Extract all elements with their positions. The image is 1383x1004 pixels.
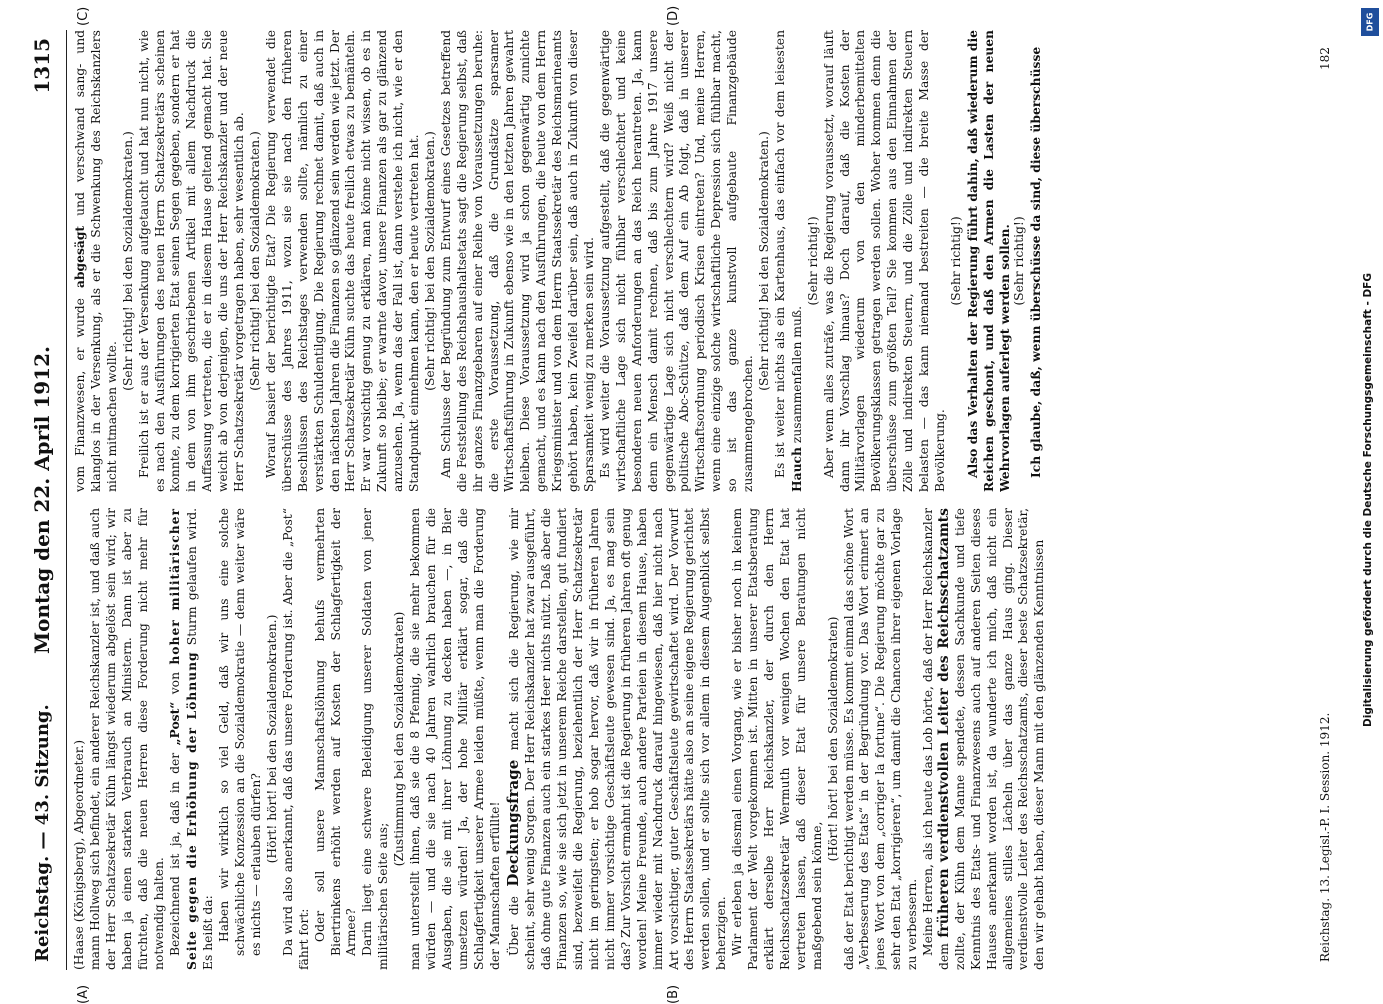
left-column <box>72 508 1312 970</box>
interjection: (Sehr richtig! bei den Sozialdemokraten.) <box>247 131 262 391</box>
interjection: (Sehr richtig!) <box>805 216 820 306</box>
interjection: (Sehr richtig!) <box>1012 216 1027 306</box>
paragraph: Darin liegt eine schwere Beleidigung unserer Soldaten von jener militärischen Seite aus; <box>360 508 391 970</box>
margin-mark-a: (A) <box>76 984 91 1004</box>
quote: Haben wir wirklich so viel Geld, daß wir uns eine solche schwächliche Konzession an die Sozialdemokratie — denn weiter wäre es nichts — erlauben dürfen? <box>217 508 263 956</box>
speaker-line: (Haase (Königsberg), Abgeordneter.) <box>72 739 86 970</box>
paragraph: Wir erleben ja diesmal einen Vorgang, wie er bisher noch in keinem Parlament der Welt vorgekommen ist. Mitten in unserer Etatsberatung erklärt derselbe Herr Reichskanzler, der durch den Herrn Reichsschatzsekretär Wermuth vor wenigen Wochen den Etat hat vertreten lassen, daß dieser Etat für unsere Beratungen nicht maßgebend sein könne, <box>730 508 824 970</box>
interjection: (Sehr richtig! bei den Sozialdemokraten.) <box>756 131 771 391</box>
speaker-name: Haase (Königsberg), Abgeordneter. <box>72 744 86 966</box>
margin-mark-b: (B) <box>666 984 681 1004</box>
paragraph: Es ist weiter nichts als ein Kartenhaus, das einfach vor dem leisesten Hauch zusammenfallen muß. <box>772 30 804 492</box>
paragraph: Über die Deckungsfrage macht sich die Regierung, wie mir scheint, sehr wenig Sorgen. Der Herr Reichskanzler hat zwar ausgeführt, daß ohne gute Finanzen auch ein starkes Heer nichts nützt. Daß aber die Finanzen so, wie sie sich jetzt in unserem Reiche darstellen, gut fundiert sind, bezweifelt die Regierung, beziehentlich der Herr Schatzsekretär nicht im geringsten; er hob sogar hervor, daß wir in früheren Jahren nicht immer vorsichtige Geschäftsleute gewesen sind. Ja, es mag sein das? Zur Vorsicht ermahnt ist die Regierung in früheren Jahren oft genug worden! Meine Freunde, auch andere Parteien in diesem Hause, haben immer wieder mit Nachdruck darauf hingewiesen, daß hier nicht nach Art vorsichtiger, guter Geschäftsleute gewirtschaftet wird. Der Vorwurf des Herrn Staatssekretärs hätte also an seine eigene Regierung gerichtet werden sollen, und er sollte sich vor allem in diesem Augenblick selbst beherzigen. <box>504 508 729 970</box>
interjection: (Sehr richtig! bei den Sozialdemokraten.) <box>120 131 135 391</box>
paragraph: Am Schlusse der Begründung zum Entwurf eines Gesetzes betreffend die Feststellung des Reichshaushaltsetats sagt die Regierung selbst, daß ihr ganzes Finanzgebaren auf einer Reihe von Voraussetzungen beruhe: die erste Voraussetzung, daß die Grundsätze sparsamer Wirtschaftsführung in Zukunft ebenso wie in den letzten Jahren gewahrt bleiben. Diese Voraussetzung wird ja schon gegenwärtig zunichte gemacht, und es kann nach den Ausführungen, die heute von dem Herrn Kriegsminister und von dem Herrn Staatssekretär des Reichsmarineamts gehört haben, kein Zweifel darüber sein, daß auch in Zukunft von dieser Sparsamkeit wenig zu merken sein wird. <box>438 30 596 492</box>
paragraph: Aber wenn alles zuträfe, was die Regierung voraussetzt, worauf läuft dann ihr Vorschlag hinaus? Doch darauf, daß die Kosten der Militärvorlagen wiederum von den minderbemittelten Bevölkerungsklassen getragen werden sollen. Woher kommen denn die überschüsse zum größten Teil? Sie kommen aus den Einnahmen der Zölle und indirekten Steuern, und die Zölle und indirekten Steuern belasten — das kann niemand bestreiten — die breite Masse der Bevölkerung. <box>821 30 947 492</box>
page-footer: Reichstag. 13. Legisl.-P. I. Session. 1912. <box>1318 712 1332 962</box>
document-page <box>26 5 1356 1004</box>
quote: Oder soll unsere Mannschaftslöhnung behufs vermehrten Biertrinkens erhöht werden auf Kosten der Schlagfertigkeit der Armee? <box>312 508 359 956</box>
paragraph: man unterstellt ihnen, daß sie die 8 Pfennig, die sie mehr bekommen würden — und die sie nach 40 Jahren wahrlich brauchen für die Ausgaben, die sie mit ihrer Löhnung zu decken haben —, in Bier umsetzen würden! Ja, der hohe Militär erklärt sogar, daß die Schlagfertigkeit unserer Armee leiden müßte, wenn man die Forderung der Mannschaften erfüllte! <box>408 508 502 970</box>
interjection: (Sehr richtig!) <box>948 216 963 306</box>
page-number: 1315 <box>30 38 54 94</box>
margin-mark-c: (C) <box>76 6 91 26</box>
header-left: Reichstag. — 43. Sitzung. <box>32 704 53 962</box>
paragraph: Es wird weiter die Voraussetzung aufgestellt, daß die gegenwärtige wirtschaftliche Lage sich nicht fühlbar verschlechtert und keine besonderen neuen Anforderungen an das Reich herantreten. Ja, kann denn ein Mensch damit rechnen, daß bis zum Jahre 1917 unsere gegenwärtige Lage sich nicht verschlechtern wird? Weiß nicht der politische Abc-Schütze, daß dem Auf ein Ab folgt, daß in unserer Wirtschaftsordnung periodisch Krisen eintreten? Und, meine Herren, wenn eine einzige solche wirtschaftliche Depression sich fühlbar macht, so ist das ganze kunstvoll aufgebaute Finanzgebäude zusammengebrochen. <box>597 30 756 492</box>
interjection: (Zustimmung bei den Sozialdemokraten) <box>392 611 407 867</box>
header-date: Montag den 22. April 1912. <box>30 346 54 654</box>
paragraph: Freilich ist er aus der Versenkung aufgetaucht und hat nun nicht, wie es nach den Ausführungen des neuen Herrn Schatzsekretärs scheinen konnte, zu dem korrigierten Etat seinen Segen gegeben, sondern er hat in dem von ihm geschriebenen Artikel mit allem Nachdruck die Auffassung vertreten, die er in diesem Hause geltend gemacht hat. Sie weicht ab von derjenigen, die uns der Herr Reichskanzler und der neue Herr Schatzsekretär vorgetragen haben, sehr wesentlich ab. <box>136 30 247 492</box>
margin-mark-d: (D) <box>666 5 681 26</box>
digitization-text: Digitalisierung gefördert durch die Deutsche Forschungsgemeinschaft - DFG <box>1362 273 1374 727</box>
paragraph: vom Finanzwesen, er wurde abgesägt und verschwand sang- und klanglos in der Versenkung, als er die Schwenkung des Reichskanzlers nicht mitmachen wollte. <box>72 30 119 492</box>
dfg-logo-text: DFG <box>1365 12 1375 32</box>
page-header <box>26 30 67 970</box>
paragraph: Worauf basiert der berichtigte Etat? Die Regierung verwendet die überschüsse des Jahres 1911, wozu sie sie nach den früheren Beschlüssen des Reichstages verwenden sollte, nämlich zu einer verstärkten Schuldentilgung. Die Regierung rechnet damit, daß auch in den nächsten Jahren die Finanzen so glänzend sein werden wie jetzt. Der Herr Schatzsekretär Kühn suchte das heute freilich etwas zu bemänteln. Er war vorsichtig genug zu erklären, man könne nicht wissen, ob es in Zukunft so bleibe; er warnte davor, unsere Finanzen als gar zu glänzend anzusehen. Ja, wenn das der Fall ist, dann verstehe ich nicht, wie er den Standpunkt einnehmen kann, den er heute vertreten hat. <box>263 30 422 492</box>
dfg-logo <box>1361 8 1379 36</box>
paragraph: mann Hollweg sich befindet, ein anderer Reichskanzler ist, und daß auch der Herr Schatzsekretär Kühn längst wiederum abgelöst sein wird; wir haben ja einen starken Verbrauch an Ministern. Dann ist aber zu fürchten, daß die neuen Herren diese Forderung nicht mehr für notwendig halten. <box>87 508 166 970</box>
right-column <box>72 30 1312 492</box>
paragraph: Bezeichnend ist ja, daß in der „Post“ von hoher militärischer Seite gegen die Erhöhung der Löhnung Sturm gelaufen wird. Es heißt da: <box>167 508 216 970</box>
paragraph: daß der Etat berichtigt werden müsse. Es kommt einmal das schöne Wort „Verbesserung des Etats“ in der Begründung vor. Das Wort erinnert an jenes Wort von dem „corriger la fortune“. Die Regierung möchte gar zu sehr den Etat „korrigieren“, um damit die Chancen ihrer eigenen Vorlage zu verbessern. <box>841 508 920 970</box>
digitization-note <box>1359 8 1377 992</box>
interjection: (Sehr richtig! bei den Sozialdemokraten.) <box>422 131 437 391</box>
paragraph: Meine Herren, als ich heute das Lob hörte, daß der Herr Reichskanzler dem früheren verdienstvollen Leiter des Reichsschatzamts zollte, der Kühn dem Manne spendete, dessen Sachkunde und tiefe Kenntnis des Etats- und Finanzwesens auch auf anderen Seiten dieses Hauses anerkannt worden ist, da wunderte ich mich, daß nicht ein allgemeines stilles Lächeln über das ganze Haus ging. Dieser verdienstvolle Leiter des Reichsschatzamts, dieser beste Schatzsekretär, den wir gehabt haben, dieser Mann mit den glänzenden Kenntnissen <box>921 508 1047 970</box>
interjection: (Hört! hört! bei den Sozialdemokraten.) <box>264 614 279 864</box>
paragraph: Also das Verhalten der Regierung führt dahin, daß wiederum die Reichen geschont, und daß den Armen die Lasten der neuen Wehrvorlagen auferlegt werden sollen. <box>964 30 1012 492</box>
paragraph: Da wird also anerkannt, daß das unsere Forderung ist. Aber die „Post“ fährt fort: <box>280 508 311 970</box>
paragraph: Ich glaube, daß, wenn überschüsse da sind, diese überschüsse <box>1028 46 1044 478</box>
signature-mark: 182 <box>1318 47 1332 70</box>
interjection: (Hört! hört! bei den Sozialdemokraten) <box>825 616 840 862</box>
